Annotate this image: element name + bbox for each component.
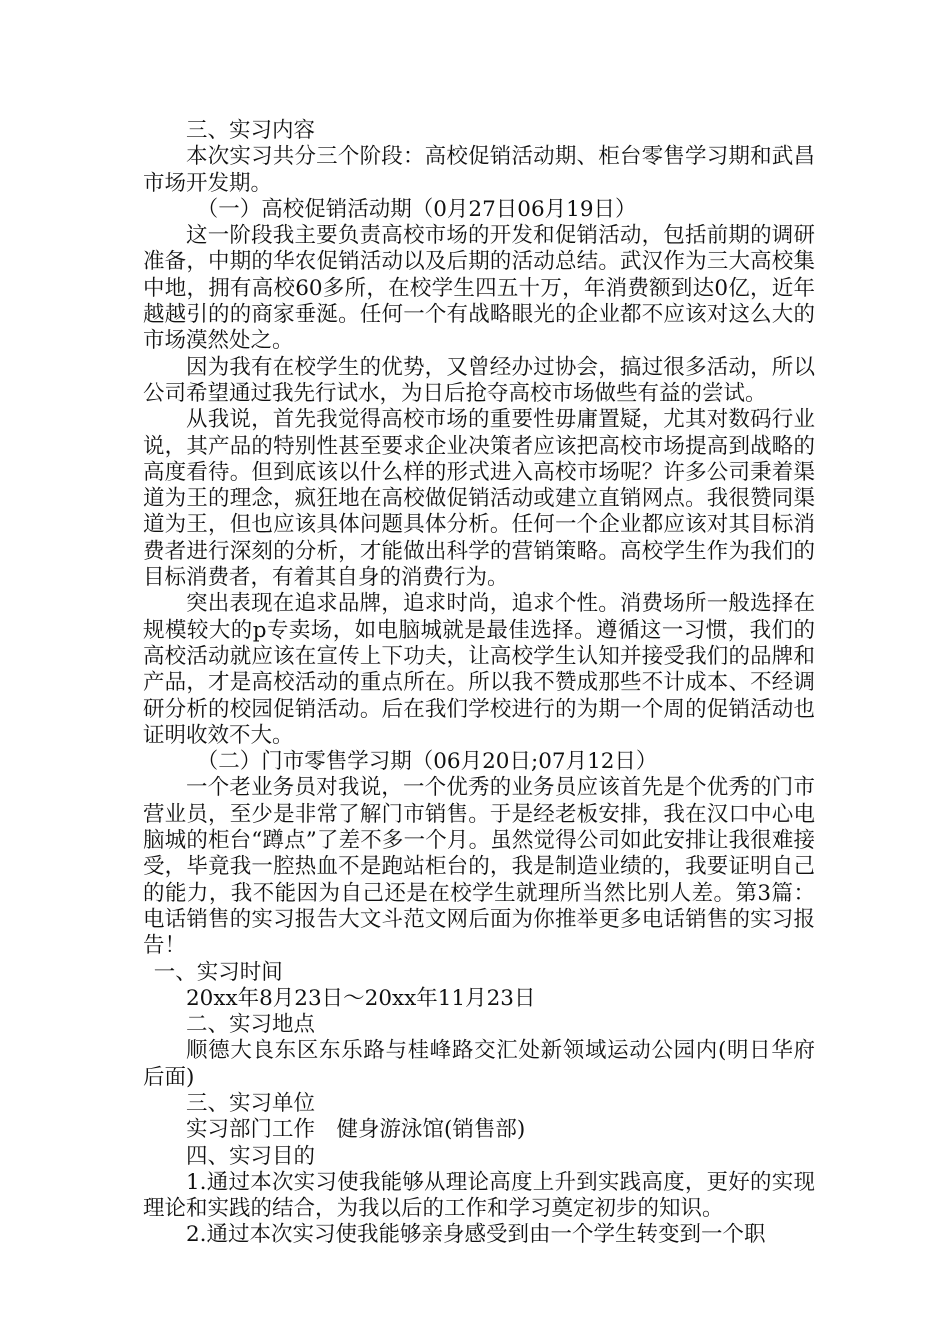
paragraph-purpose-2: 2.通过本次实习使我能够亲身感受到由一个学生转变到一个职 — [186, 1222, 766, 1248]
paragraph-location-address: 顺德大良东区东乐路与桂峰路交汇处新领域运动公园内(明日华府后面) — [143, 1038, 815, 1090]
paragraph-campus-market: 这一阶段我主要负责高校市场的开发和促销活动，包括前期的调研准备，中期的华农促销活动以及后期的活动总结。武汉作为三大高校集中地，拥有高校60多所，在校学生四五十万，年消费额到达0亿，近年越越引的的商家垂涎。任何一个有战略眼光的企业都不应该对这么大的市场漠然处之。 — [143, 223, 815, 354]
section-heading-internship-content: 三、实习内容 — [186, 118, 316, 143]
section-heading-internship-time: 一、实习时间 — [153, 959, 283, 985]
paragraph-consumer-behavior: 突出表现在追求品牌，追求时尚，追求个性。消费场所一般选择在规模较大的p专卖场，如电脑城就是最佳选择。遵循这一习惯，我们的高校活动就应该在宣传上下功夫，让高校学生认知并接受我们的品牌和产品，才是高校活动的重点所在。所以我不赞成那些不计成本、不经调研分析的校园促销活动。后在我们学校进行的为期一个周的促销活动也证明收效不大。 — [143, 591, 815, 748]
section-heading-internship-location: 二、实习地点 — [186, 1012, 316, 1038]
paragraph-purpose-1: 1.通过本次实习使我能够从理论高度上升到实践高度，更好的实现理论和实践的结合，为我以后的工作和学习奠定初步的知识。 — [143, 1169, 815, 1222]
document-body — [143, 118, 815, 1249]
subheading-retail-learning: （二）门市零售学习期（06月20日;07月12日） — [196, 749, 658, 775]
subheading-campus-promotion: （一）高校促销活动期（0月27日06月19日） — [196, 196, 637, 222]
paragraph-department: 实习部门工作 健身游泳馆(销售部) — [186, 1117, 526, 1143]
paragraph-three-stages: 本次实习共分三个阶段：高校促销活动期、柜台零售学习期和武昌市场开发期。 — [143, 144, 815, 196]
section-heading-internship-unit: 三、实习单位 — [186, 1090, 316, 1116]
paragraph-market-analysis: 从我说，首先我觉得高校市场的重要性毋庸置疑，尤其对数码行业说，其产品的特别性甚至要求企业决策者应该把高校市场提高到战略的高度看待。但到底该以什么样的形式进入高校市场呢？许多公司秉着渠道为王的理念，疯狂地在高校做促销活动或建立直销网点。我很赞同渠道为王，但也应该具体问题具体分析。任何一个企业都应该对其目标消费者进行深刻的分析，才能做出科学的营销策略。高校学生作为我们的目标消费者，有着其自身的消费行为。 — [143, 407, 815, 591]
paragraph-retail-experience: 一个老业务员对我说，一个优秀的业务员应该首先是个优秀的门市营业员，至少是非常了解门市销售。于是经老板安排，我在汉口中心电脑城的柜台“蹲点”了差不多一个月。虽然觉得公司如此安排让我很难接受，毕竟我一腔热血不是跑站柜台的，我是制造业绩的，我要证明自己的能力，我不能因为自己还是在校学生就理所当然比别人差。第3篇：电话销售的实习报告大文斗范文网后面为你推举更多电话销售的实习报告！ — [143, 775, 815, 959]
section-heading-internship-purpose: 四、实习目的 — [186, 1143, 316, 1169]
paragraph-internship-dates: 20xx年8月23日～20xx年11月23日 — [186, 985, 536, 1011]
paragraph-student-advantage: 因为我有在校学生的优势，又曾经办过协会，搞过很多活动，所以公司希望通过我先行试水，为日后抢夺高校市场做些有益的尝试。 — [143, 354, 815, 406]
